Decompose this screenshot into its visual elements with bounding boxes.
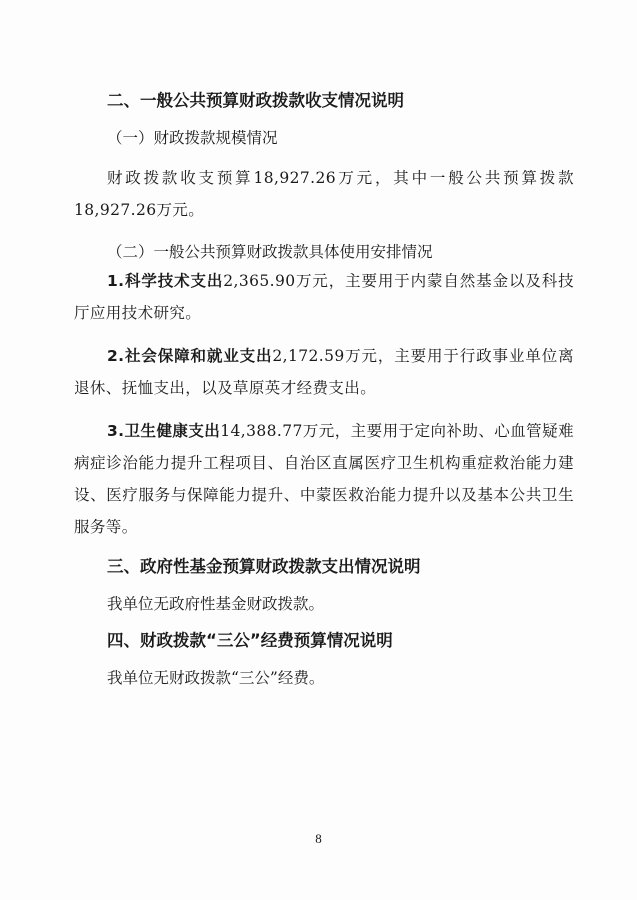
subsection-1-paragraph: 财政拨款收支预算18,927.26万元，其中一般公共预算拨款18,927.26万元。: [74, 169, 574, 219]
subsection-1-heading: （一）财政拨款规模情况: [107, 129, 278, 147]
section-3-heading: 三、政府性基金预算财政拨款支出情况说明: [107, 557, 421, 576]
item-3-label: 3.卫生健康支出: [107, 422, 221, 440]
item-1-label: 1.科学技术支出: [107, 272, 224, 290]
page-number: 8: [315, 831, 322, 846]
document-body: [74, 88, 574, 691]
item-2-paragraph: [74, 340, 574, 404]
section-3-paragraph: 我单位无政府性基金财政拨款。: [107, 595, 325, 613]
item-2-text: 2,172.59万元，主要用于行政事业单位离退休、抚恤支出，以及草原英才经费支出。: [74, 347, 574, 397]
item-3-text: 14,388.77万元，主要用于定向补助、心血管疑难病症诊治能力提升工程项目、自治区直属医疗卫生机构重症救治能力建设、医疗服务与保障能力提升、中蒙医救治能力提升以及基本公共卫生服务等。: [74, 422, 574, 536]
section-4-paragraph: 我单位无财政拨款“三公”经费。: [107, 669, 325, 687]
item-3-paragraph: [74, 415, 574, 543]
item-2-label: 2.社会保障和就业支出: [107, 347, 273, 365]
section-2-heading: 二、一般公共预算财政拨款收支情况说明: [107, 91, 404, 110]
item-1-text: 2,365.90万元，主要用于内蒙自然基金以及科技厅应用技术研究。: [74, 272, 575, 322]
subsection-2-heading: （二）一般公共预算财政拨款具体使用安排情况: [107, 243, 433, 261]
section-4-heading: 四、财政拨款“三公”经费预算情况说明: [107, 631, 393, 650]
item-1-paragraph: [74, 265, 574, 329]
